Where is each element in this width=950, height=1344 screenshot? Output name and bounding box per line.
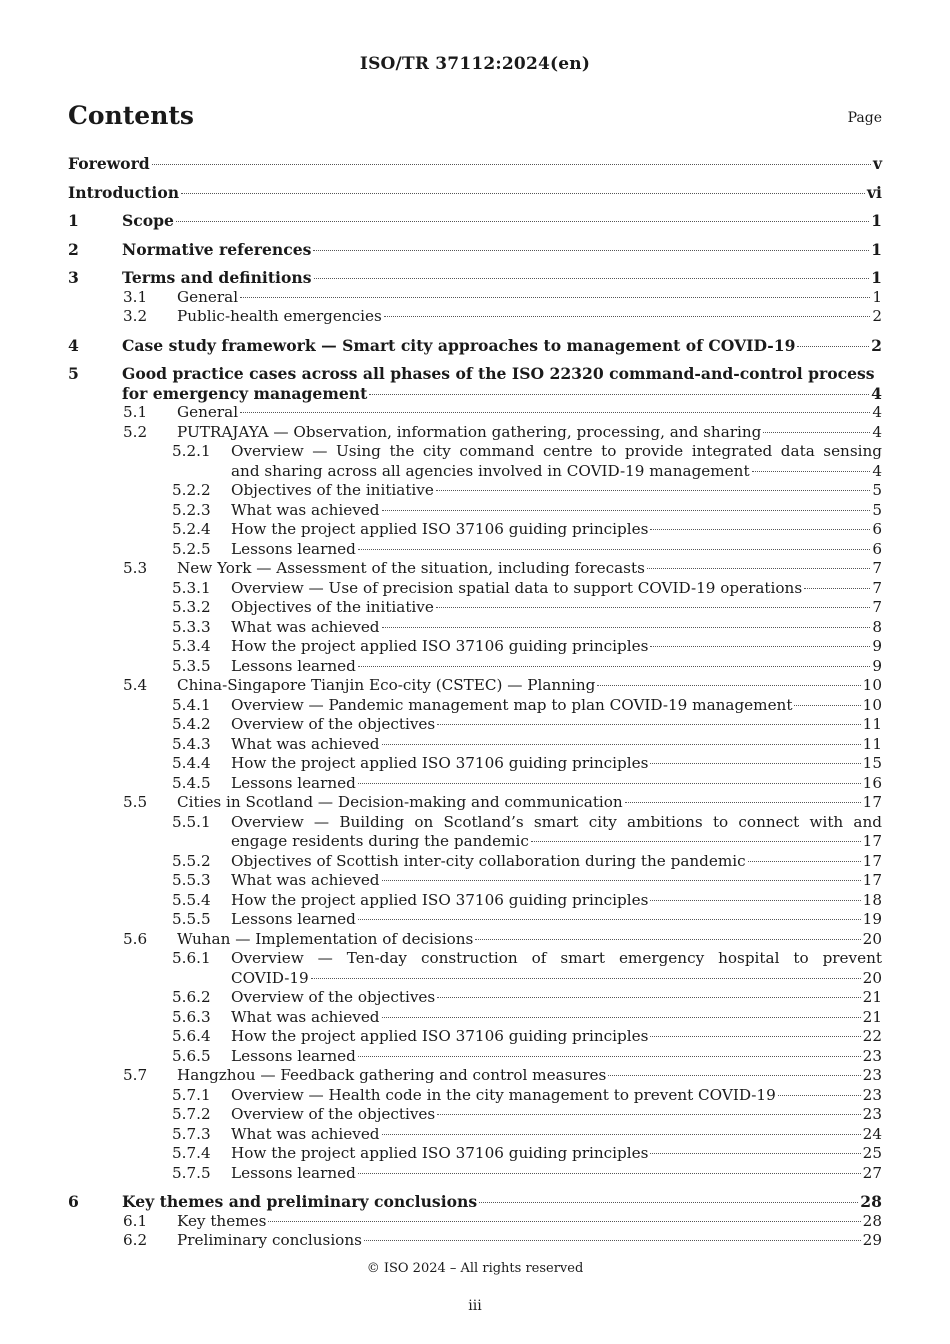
- toc-leader-dots: [176, 221, 869, 222]
- toc-entry-title: Overview — Use of precision spatial data to support COVID-19 operations: [231, 578, 803, 597]
- toc-entry-number: 5.6.4: [172, 1027, 211, 1045]
- toc-entry-number: 5.5.4: [172, 890, 211, 909]
- toc-entry-title: What was achieved: [231, 617, 380, 636]
- toc-entry-number: 5.5.5: [172, 910, 211, 928]
- toc-leader-dots: [358, 783, 861, 784]
- toc-entry-title: How the project applied ISO 37106 guiding principles: [231, 520, 649, 538]
- toc-entry-page: 28: [862, 1211, 882, 1230]
- toc-entry-number: 5.3.1: [172, 578, 211, 597]
- toc-entry-title: Foreword: [68, 154, 150, 173]
- toc-entry-number: 5.5.2: [172, 851, 211, 870]
- toc-entry-page: vi: [867, 182, 882, 202]
- toc-entry-page: 8: [872, 617, 882, 636]
- toc-leader-dots: [437, 1114, 860, 1115]
- toc-entry-title: engage residents during the pandemic: [231, 832, 529, 850]
- toc-entry-number: 5.6.1: [172, 949, 211, 967]
- toc-leader-dots: [597, 685, 860, 686]
- toc-entry-title: Overview of the objectives: [231, 715, 436, 733]
- toc-leader-dots: [369, 394, 869, 395]
- toc-leader-dots: [650, 1036, 860, 1037]
- toc-entry-number: 6: [68, 1192, 79, 1211]
- toc-entry-title: Normative references: [122, 239, 312, 259]
- toc-leader-dots: [650, 763, 860, 764]
- toc-entry-title: Good practice cases across all phases of the ISO 22320 command-and-control process: [122, 364, 875, 383]
- toc-entry-title: Overview — Using the city command centre to provide integrated data sensing: [231, 442, 882, 460]
- toc-entry-page: 9: [872, 656, 882, 675]
- toc-entry-number: 5.7.2: [172, 1105, 211, 1123]
- toc-entry-title: New York — Assessment of the situation, including forecasts: [177, 559, 645, 577]
- toc-entry-number: 6.2: [123, 1231, 148, 1249]
- toc-entry-page: 2: [871, 335, 882, 355]
- toc-entry-page: 10: [862, 676, 882, 694]
- toc-entry-page: 4: [872, 461, 882, 480]
- toc-entry-page: 24: [862, 1124, 882, 1143]
- toc-entry-page: 19: [862, 910, 882, 928]
- toc-entry-title: What was achieved: [231, 871, 380, 889]
- toc-entry-title: What was achieved: [231, 1007, 380, 1026]
- toc-entry-page: 9: [872, 637, 882, 655]
- toc-entry-number: 6.1: [123, 1211, 148, 1230]
- toc-entry-number: 5.6.3: [172, 1007, 211, 1026]
- toc-entry-page: 1: [871, 268, 882, 287]
- toc-entry-number: 2: [68, 239, 79, 259]
- toc-entry-title: How the project applied ISO 37106 guiding principles: [231, 890, 649, 909]
- toc-entry-page: 4: [872, 422, 882, 441]
- toc-leader-dots: [647, 568, 870, 569]
- toc-leader-dots: [382, 880, 861, 881]
- toc-entry-page: 11: [862, 734, 882, 753]
- toc-entry-number: 5.5.1: [172, 812, 211, 831]
- toc-entry-number: 5.3.3: [172, 617, 211, 636]
- toc-entry-page: 23: [862, 1066, 882, 1084]
- toc-leader-dots: [152, 164, 871, 165]
- toc-entry-page: 20: [862, 968, 882, 987]
- toc-entry-number: 5.5: [123, 793, 148, 811]
- toc-entry-page: 23: [862, 1085, 882, 1104]
- toc-leader-dots: [382, 744, 861, 745]
- toc-leader-dots: [382, 510, 871, 511]
- toc-leader-dots: [382, 1017, 861, 1018]
- toc-entry-page: 28: [860, 1192, 882, 1211]
- toc-entry-number: 5.2.3: [172, 500, 211, 519]
- toc-entry-title: COVID-19: [231, 968, 309, 987]
- toc-entry-number: 5.3: [123, 559, 148, 577]
- toc-entry-title: What was achieved: [231, 500, 380, 519]
- toc-entry-number: 3.2: [123, 307, 148, 325]
- toc-entry-title: Key themes and preliminary conclusions: [122, 1192, 478, 1211]
- toc-entry-title: China-Singapore Tianjin Eco-city (CSTEC) — Planning: [177, 676, 596, 694]
- toc-entry-number: 3: [68, 268, 79, 287]
- toc-leader-dots: [531, 841, 861, 842]
- toc-leader-dots: [314, 278, 870, 279]
- toc-entry-page: 17: [862, 793, 882, 811]
- toc-entry-page: 16: [862, 773, 882, 792]
- toc-entry-title: Lessons learned: [231, 1163, 356, 1182]
- toc-leader-dots: [625, 802, 861, 803]
- toc-entry-page: 6: [872, 539, 882, 558]
- toc-leader-dots: [382, 1134, 861, 1135]
- toc-leader-dots: [311, 978, 861, 979]
- toc-entry-page: 17: [862, 851, 882, 870]
- toc-entry-title: General: [177, 403, 239, 421]
- toc-entry-title: Objectives of the initiative: [231, 598, 434, 616]
- toc-entry-number: 5.4.4: [172, 754, 211, 772]
- toc-entry-number: 5.7: [123, 1066, 148, 1084]
- toc-entry-title: Lessons learned: [231, 656, 356, 675]
- toc-entry-number: 5.6: [123, 929, 148, 948]
- toc-entry-number: 5.6.5: [172, 1046, 211, 1065]
- toc-entry-number: 5.2.2: [172, 481, 211, 499]
- toc-entry-title: Overview of the objectives: [231, 1105, 436, 1123]
- toc-leader-dots: [436, 490, 870, 491]
- toc-entry-page: 18: [862, 890, 882, 909]
- toc-entry-page: 25: [862, 1144, 882, 1162]
- toc-leader-dots: [650, 1153, 860, 1154]
- toc-entry-title: Wuhan — Implementation of decisions: [177, 929, 474, 948]
- toc-leader-dots: [240, 297, 870, 298]
- toc-leader-dots: [358, 666, 870, 667]
- toc-entry-title: Key themes: [177, 1211, 267, 1230]
- toc-entry-title: What was achieved: [231, 734, 380, 753]
- toc-entry-title: How the project applied ISO 37106 guiding principles: [231, 637, 649, 655]
- toc-entry-title: What was achieved: [231, 1124, 380, 1143]
- toc-leader-dots: [382, 627, 871, 628]
- toc-entry-page: 7: [872, 559, 882, 577]
- toc-entry-number: 5.2.1: [172, 442, 211, 460]
- toc-entry-title: Lessons learned: [231, 910, 356, 928]
- toc-entry-page: 17: [862, 832, 882, 850]
- toc-leader-dots: [748, 861, 861, 862]
- toc-leader-dots: [804, 588, 870, 589]
- toc-entry-page: 23: [862, 1105, 882, 1123]
- toc-entry-number: 5.4.5: [172, 773, 211, 792]
- toc-entry-page: 20: [862, 929, 882, 948]
- toc-entry-number: 5.5.3: [172, 871, 211, 889]
- toc-entry-number: 5.4.3: [172, 734, 211, 753]
- toc-entry-number: 5.3.4: [172, 637, 211, 655]
- toc-leader-dots: [437, 997, 860, 998]
- toc-entry-number: 5: [68, 364, 79, 383]
- toc-entry-title: Overview — Ten-day construction of smart emergency hospital to prevent: [231, 949, 882, 967]
- page-number: iii: [468, 1298, 482, 1314]
- toc-entry-number: 5.4: [123, 676, 148, 694]
- toc-entry-page: 5: [872, 481, 882, 499]
- toc-leader-dots: [436, 607, 870, 608]
- toc-leader-dots: [650, 900, 860, 901]
- toc-entry-page: 5: [872, 500, 882, 519]
- toc-entry-number: 5.3.5: [172, 656, 211, 675]
- toc-entry-page: 29: [862, 1231, 882, 1249]
- toc-leader-dots: [358, 549, 870, 550]
- toc-entry-number: 5.2: [123, 422, 148, 441]
- toc-entry-page: 2: [872, 307, 882, 325]
- toc-leader-dots: [475, 939, 860, 940]
- toc-entry-number: 4: [68, 335, 79, 355]
- toc-entry-number: 5.6.2: [172, 988, 211, 1006]
- toc-entry-title: Overview — Building on Scotland’s smart city ambitions to connect with and: [231, 812, 882, 831]
- toc-entry-title: for emergency management: [122, 383, 368, 403]
- toc-entry-number: 5.2.4: [172, 520, 211, 538]
- page-column-label: Page: [847, 110, 882, 126]
- toc-entry-title: Preliminary conclusions: [177, 1231, 362, 1249]
- toc-entry-page: 21: [862, 1007, 882, 1026]
- toc-entry-page: 10: [862, 695, 882, 714]
- toc-entry-page: 4: [872, 403, 882, 421]
- toc-entry-title: Objectives of Scottish inter-city collaboration during the pandemic: [231, 851, 746, 870]
- toc-leader-dots: [313, 250, 869, 251]
- toc-leader-dots: [650, 529, 870, 530]
- toc-entry-page: 4: [871, 383, 882, 403]
- toc-leader-dots: [794, 705, 860, 706]
- toc-entry-number: 5.4.2: [172, 715, 211, 733]
- toc-entry-title: PUTRAJAYA — Observation, information gathering, processing, and sharing: [177, 422, 762, 441]
- toc-entry-number: 5.7.1: [172, 1085, 211, 1104]
- toc-leader-dots: [364, 1240, 861, 1241]
- toc-leader-dots: [268, 1221, 860, 1222]
- toc-leader-dots: [763, 432, 870, 433]
- toc-entry-title: Overview — Health code in the city management to prevent COVID-19: [231, 1085, 776, 1104]
- toc-leader-dots: [778, 1095, 861, 1096]
- toc-entry-title: Lessons learned: [231, 1046, 356, 1065]
- toc-entry-page: 1: [871, 211, 882, 230]
- toc-entry-page: 7: [872, 578, 882, 597]
- toc-entry-page: v: [872, 154, 882, 173]
- toc-entry-page: 15: [862, 754, 882, 772]
- toc-leader-dots: [358, 1056, 861, 1057]
- toc-entry-page: 23: [862, 1046, 882, 1065]
- toc-entry-title: Lessons learned: [231, 773, 356, 792]
- toc-leader-dots: [797, 346, 869, 347]
- toc-entry-page: 21: [862, 988, 882, 1006]
- toc-leader-dots: [608, 1075, 860, 1076]
- toc-entry-title: Hangzhou — Feedback gathering and control measures: [177, 1066, 607, 1084]
- toc-entry-number: 5.3.2: [172, 598, 211, 616]
- toc-entry-number: 5.2.5: [172, 539, 211, 558]
- toc-leader-dots: [384, 316, 871, 317]
- toc-entry-title: General: [177, 287, 239, 306]
- toc-entry-title: Lessons learned: [231, 539, 356, 558]
- toc-entry-number: 3.1: [123, 287, 148, 306]
- toc-entry-title: How the project applied ISO 37106 guiding principles: [231, 1027, 649, 1045]
- toc-leader-dots: [181, 193, 865, 194]
- toc-entry-title: Overview of the objectives: [231, 988, 436, 1006]
- toc-entry-title: Scope: [122, 211, 174, 230]
- toc-leader-dots: [479, 1202, 858, 1203]
- contents-title: Contents: [68, 101, 195, 130]
- toc-entry-title: Introduction: [68, 182, 180, 202]
- toc-leader-dots: [752, 471, 871, 472]
- toc-leader-dots: [650, 646, 870, 647]
- toc-entry-title: How the project applied ISO 37106 guiding principles: [231, 754, 649, 772]
- toc-leader-dots: [437, 724, 860, 725]
- toc-entry-title: Objectives of the initiative: [231, 481, 434, 499]
- toc-entry-title: Cities in Scotland — Decision-making and communication: [177, 793, 623, 811]
- toc-leader-dots: [358, 1173, 861, 1174]
- toc-entry-page: 11: [862, 715, 882, 733]
- toc-entry-number: 5.4.1: [172, 695, 211, 714]
- toc-entry-number: 5.1: [123, 403, 148, 421]
- toc-entry-title: Terms and definitions: [122, 268, 312, 287]
- toc-entry-title: Public-health emergencies: [177, 307, 382, 325]
- toc-entry-page: 27: [862, 1163, 882, 1182]
- toc-entry-title: Case study framework — Smart city approaches to management of COVID-19: [122, 335, 796, 355]
- toc-leader-dots: [358, 919, 861, 920]
- toc-entry-number: 5.7.4: [172, 1144, 211, 1162]
- toc-entry-number: 5.7.3: [172, 1124, 211, 1143]
- toc-entry-page: 7: [872, 598, 882, 616]
- toc-entry-page: 22: [862, 1027, 882, 1045]
- toc-entry-title: Overview — Pandemic management map to plan COVID-19 management: [231, 695, 793, 714]
- toc-entry-title: How the project applied ISO 37106 guiding principles: [231, 1144, 649, 1162]
- toc-entry-number: 1: [68, 211, 79, 230]
- toc-entry-page: 17: [862, 871, 882, 889]
- toc-leader-dots: [240, 412, 870, 413]
- toc-entry-page: 1: [871, 239, 882, 259]
- toc-entry-page: 1: [872, 287, 882, 306]
- document-header: ISO/TR 37112:2024(en): [359, 54, 591, 74]
- toc-entry-number: 5.7.5: [172, 1163, 211, 1182]
- copyright-notice: © ISO 2024 – All rights reserved: [366, 1261, 584, 1276]
- toc-entry-page: 6: [872, 520, 882, 538]
- toc-entry-title: and sharing across all agencies involved in COVID-19 management: [231, 461, 750, 480]
